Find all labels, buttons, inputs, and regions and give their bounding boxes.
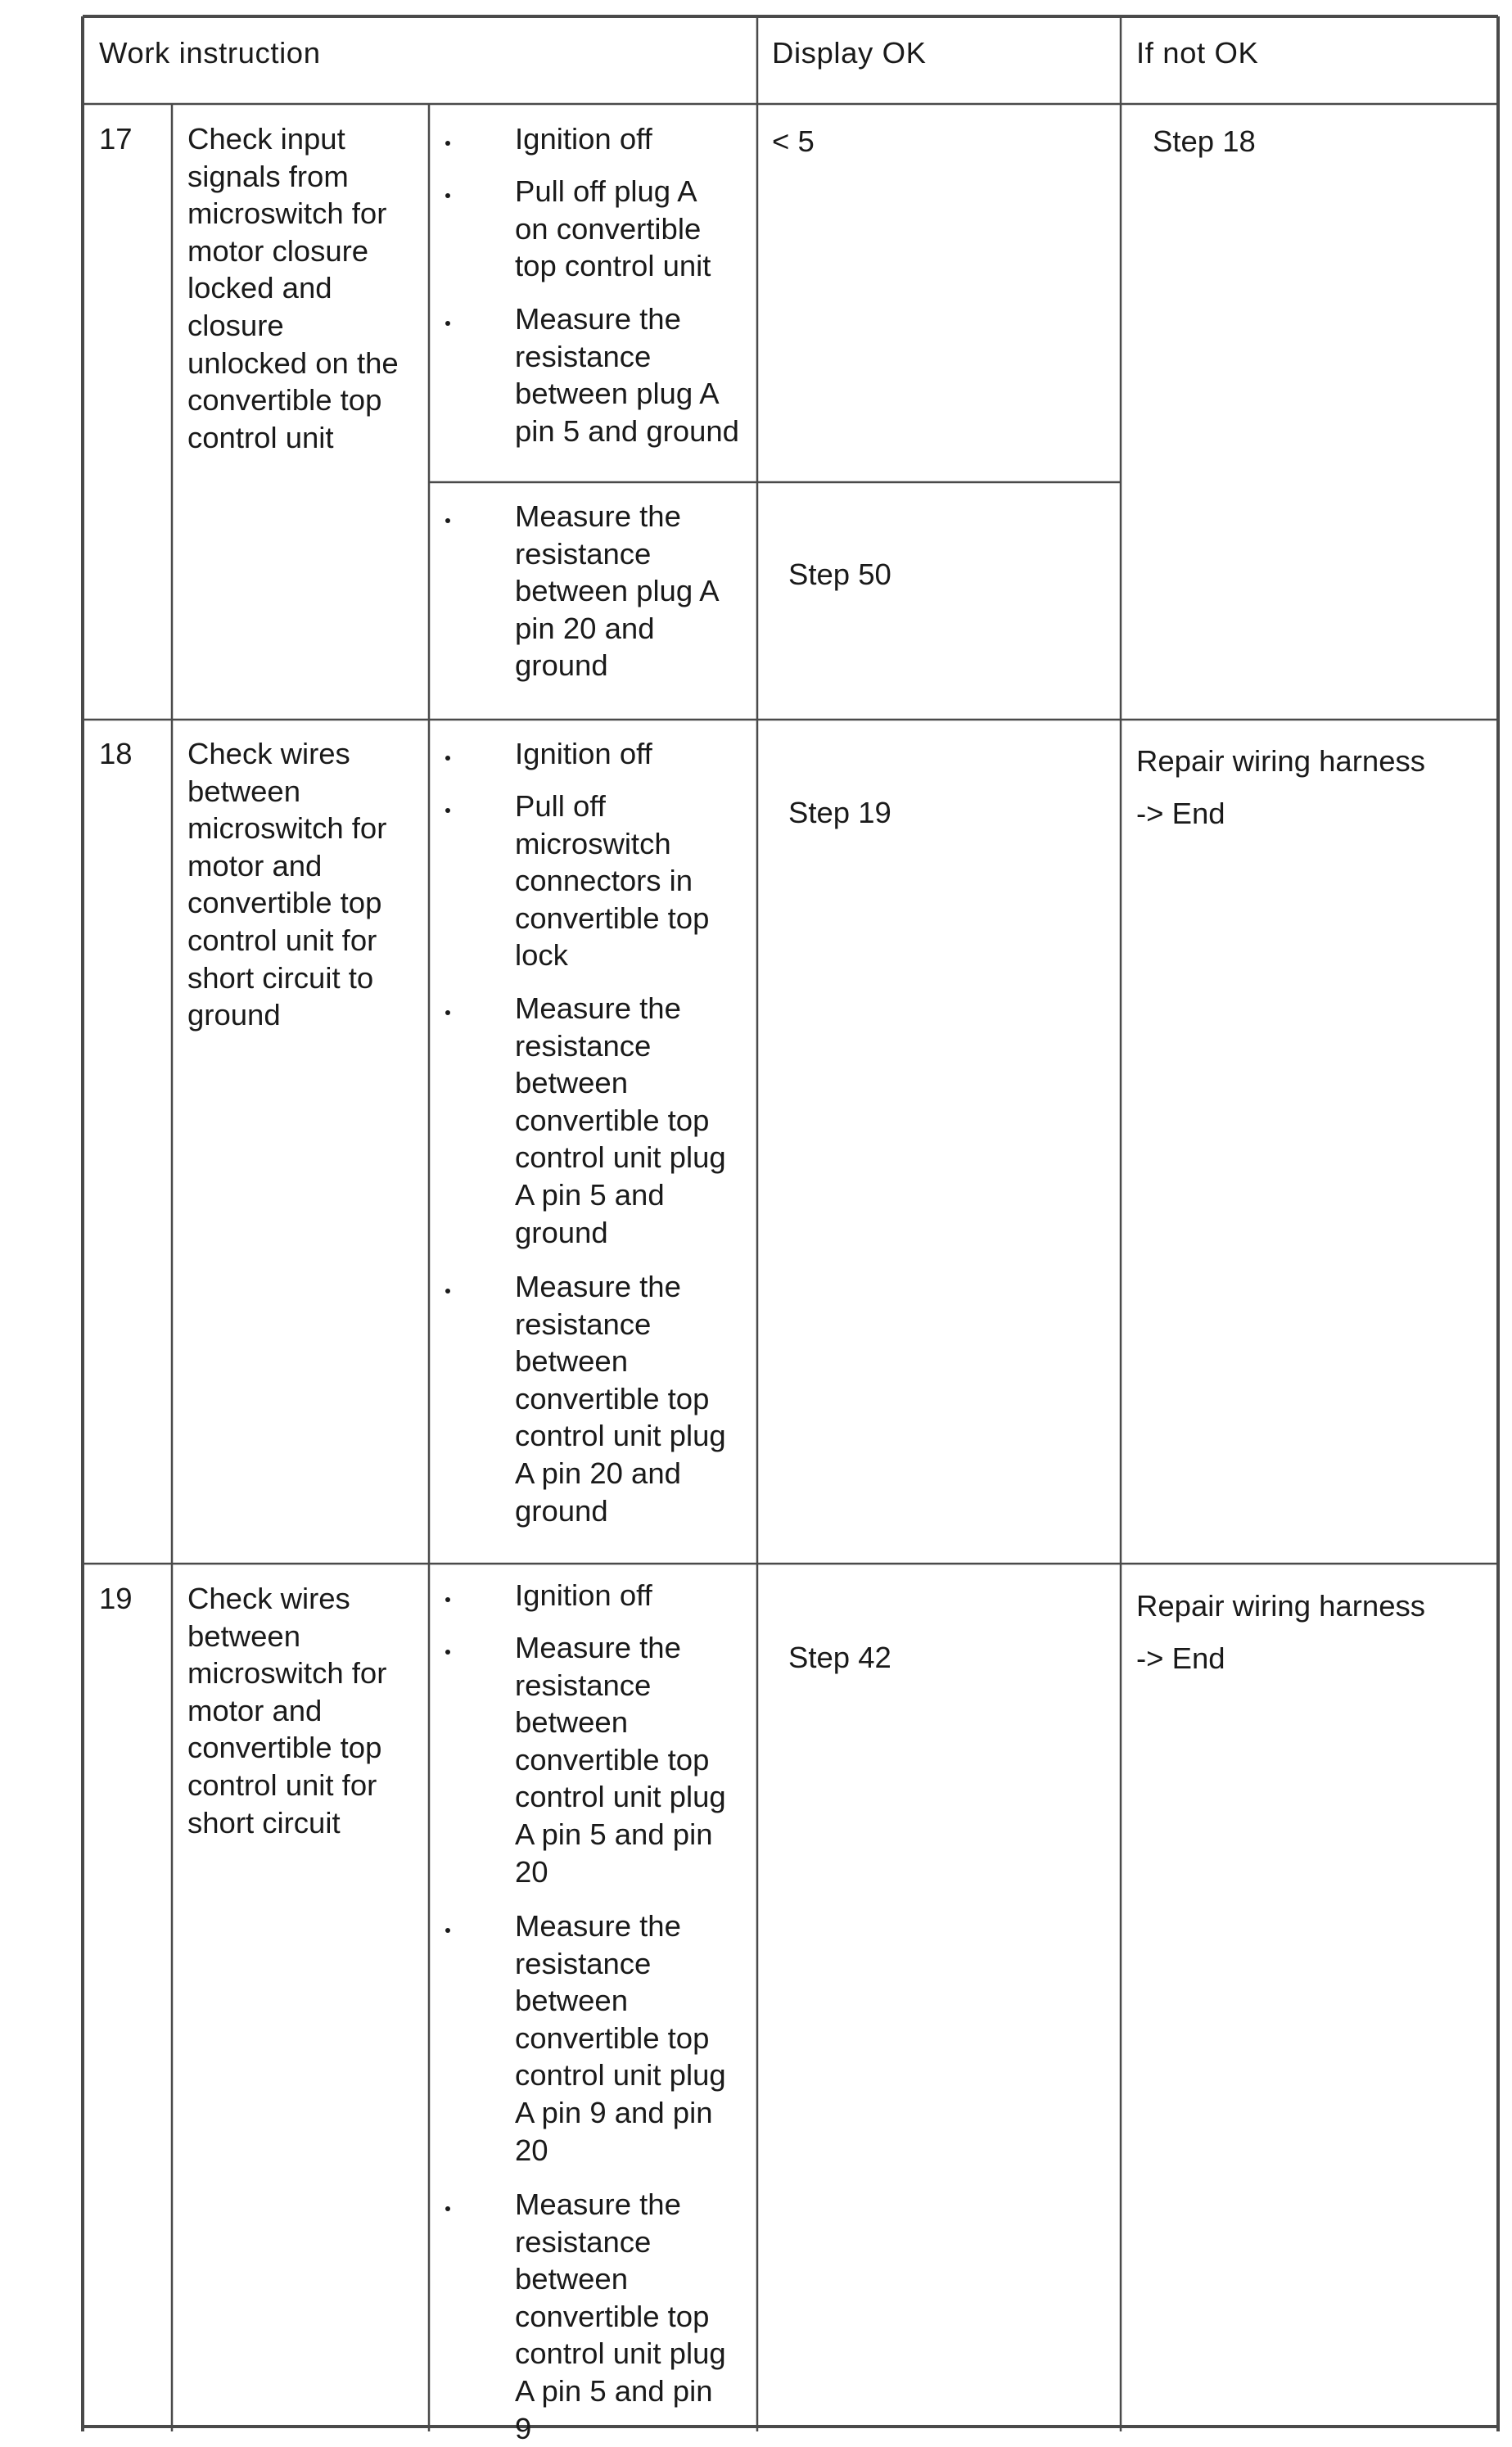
bullet-icon (445, 141, 450, 146)
bullet-icon (445, 2206, 450, 2211)
instruction-item: Measure the resistance between convertible top control unit plug A pin 20 and ground (515, 1270, 726, 1528)
bullet-icon (445, 321, 450, 326)
instruction-item: Ignition off (515, 737, 652, 770)
instruction-item: Measure the resistance between convertible top control unit plug A pin 9 and pin 20 (515, 1909, 726, 2167)
bullet-icon (445, 1650, 450, 1655)
bullet-icon (445, 756, 450, 761)
instruction-item: Ignition off (515, 122, 652, 156)
bullet-icon (445, 808, 450, 813)
step-number: 17 (99, 122, 133, 156)
check-description: Check wires between microswitch for motor and convertible top control unit for short circuit to ground (187, 737, 387, 1032)
header-display-ok: Display OK (772, 36, 927, 70)
bullet-icon (445, 193, 450, 198)
header-if-not-ok: If not OK (1136, 36, 1259, 70)
bullet-icon (445, 1289, 450, 1293)
instruction-item: Measure the resistance between convertible top control unit plug A pin 5 and pin 9 (515, 2187, 726, 2445)
bullet-icon (445, 1010, 450, 1015)
display-ok-value: Step 19 (788, 796, 891, 829)
bullet-icon (445, 518, 450, 523)
instruction-item: Pull off plug A on convertible top control unit (515, 174, 711, 283)
display-ok-value: Step 50 (788, 558, 891, 591)
display-ok-value: Step 42 (788, 1641, 891, 1674)
instruction-item: Ignition off (515, 1578, 652, 1612)
if-not-ok-value: Step 18 (1153, 124, 1256, 158)
instruction-item: Pull off microswitch connectors in convertible top lock (515, 789, 710, 973)
check-description: Check input signals from microswitch for motor closure locked and closure unlocked on the convertible top control unit (187, 122, 399, 454)
bullet-icon (445, 1928, 450, 1933)
instruction-item: Measure the resistance between convertible top control unit plug A pin 5 and pin 20 (515, 1631, 726, 1889)
header-work-instruction: Work instruction (99, 36, 321, 70)
if-not-ok-value: Repair wiring harness -> End (1136, 744, 1425, 830)
instruction-item: Measure the resistance between plug A pin 5 and ground (515, 302, 739, 448)
bullet-icon (445, 1597, 450, 1602)
step-number: 18 (99, 737, 133, 770)
instruction-item: Measure the resistance between plug A pin 20 and ground (515, 499, 720, 683)
instruction-item: Measure the resistance between convertible top control unit plug A pin 5 and ground (515, 991, 726, 1249)
display-ok-value: < 5 (772, 124, 815, 158)
if-not-ok-value: Repair wiring harness -> End (1136, 1589, 1425, 1675)
step-number: 19 (99, 1582, 133, 1615)
check-description: Check wires between microswitch for motor and convertible top control unit for short circuit (187, 1582, 387, 1840)
